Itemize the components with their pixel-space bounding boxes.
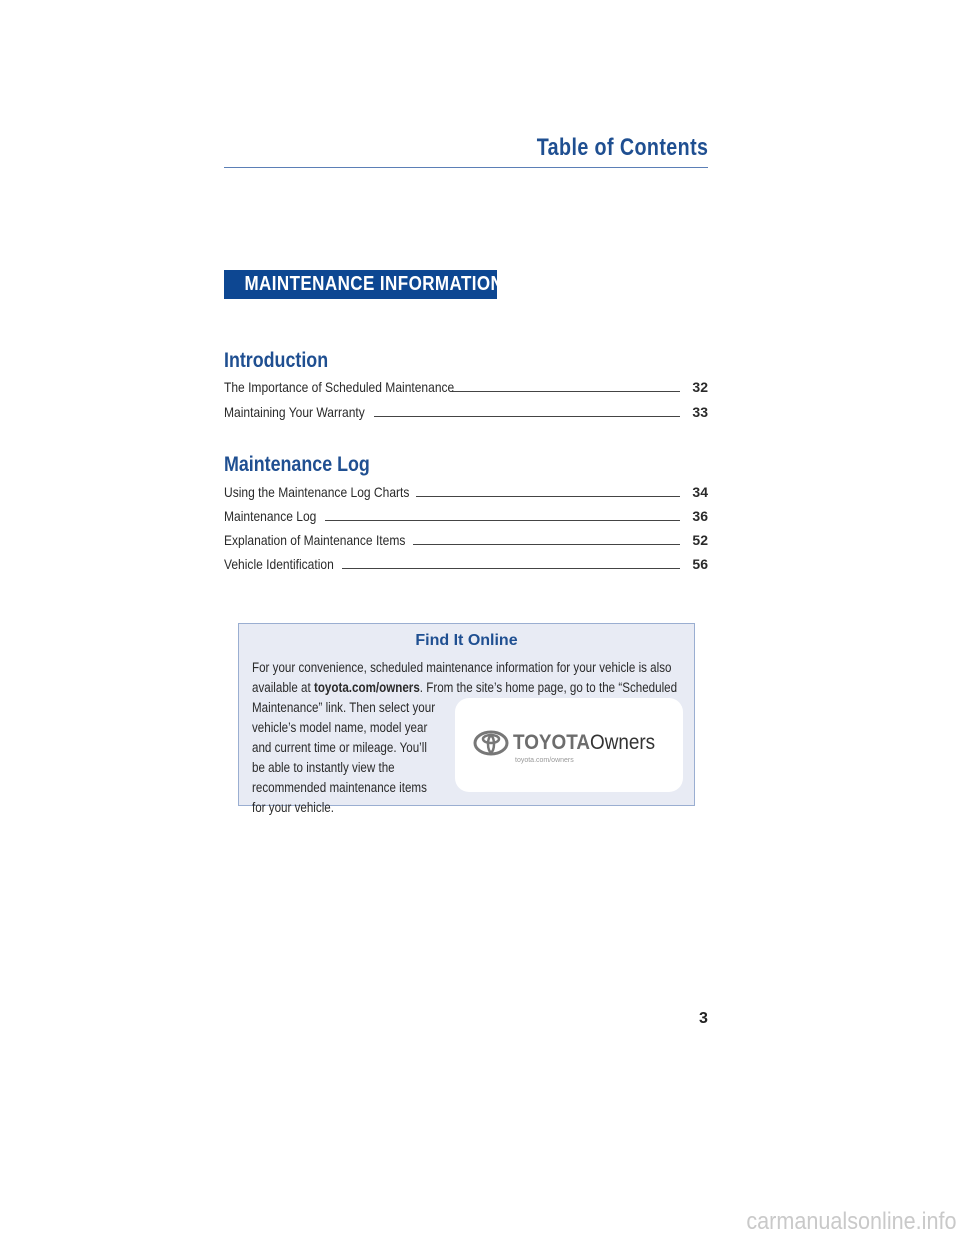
toc-page-number: 34 <box>692 484 708 500</box>
toc-entry-label: Vehicle Identification <box>224 556 334 572</box>
toc-entry-label: Explanation of Maintenance Items <box>224 532 406 548</box>
toc-row[interactable] <box>224 556 708 572</box>
section-banner-label: MAINTENANCE INFORMATION <box>244 273 504 295</box>
find-online-line1: For your convenience, scheduled maintenance information for your vehicle is also <box>252 660 672 675</box>
toc-leader <box>342 568 680 569</box>
toc-row[interactable] <box>224 532 708 548</box>
toyota-owners-wordmark <box>513 731 655 755</box>
toc-entry-label: Maintaining Your Warranty <box>224 404 365 420</box>
toc-leader <box>452 391 680 392</box>
toc-leader <box>416 496 680 497</box>
page-number: 3 <box>699 1010 708 1027</box>
find-online-line2 <box>252 678 682 698</box>
toc-leader <box>413 544 680 545</box>
find-online-line2-suffix: . From the site’s home page, go to the “Scheduled <box>419 680 678 695</box>
toc-leader <box>325 520 680 521</box>
toc-page-number: 32 <box>692 379 708 395</box>
page-header-title: Table of Contents <box>536 134 708 161</box>
header-rule <box>224 167 708 168</box>
find-online-body: Maintenance” link. Then select your vehicle’s model name, model year and current time or mileage. You’ll be able to instantly view the recommended maintenance items for your vehicle. <box>252 700 436 815</box>
toyota-owners-logo-panel <box>455 698 683 792</box>
subhead-maintenance-log: Maintenance Log <box>224 453 370 476</box>
toc-entry-label: Using the Maintenance Log Charts <box>224 484 410 500</box>
find-online-line2-prefix: available at <box>252 680 314 695</box>
toc-row[interactable] <box>224 379 708 395</box>
logo-brand: TOYOTA <box>513 731 591 754</box>
toc-page-number: 33 <box>692 404 708 420</box>
toc-page-number: 52 <box>692 532 708 548</box>
logo-owners: Owners <box>590 731 656 754</box>
section-banner <box>224 270 504 299</box>
toc-row[interactable] <box>224 404 708 420</box>
toyota-owners-link[interactable]: toyota.com/owners <box>313 680 420 695</box>
toc-row[interactable] <box>224 484 708 500</box>
find-online-title: Find It Online <box>415 632 518 649</box>
toc-page-number: 56 <box>692 556 708 572</box>
toyota-emblem-icon <box>473 730 509 756</box>
toc-entry-label: The Importance of Scheduled Maintenance <box>224 379 455 395</box>
toc-page-number: 36 <box>692 508 708 524</box>
find-online-box <box>238 623 695 815</box>
watermark: carmanualsonline.info <box>745 1208 956 1235</box>
subhead-introduction: Introduction <box>224 349 329 372</box>
toc-leader <box>374 416 680 417</box>
toc-row[interactable] <box>224 508 708 524</box>
find-online-intro <box>252 658 682 698</box>
toc-entry-label: Maintenance Log <box>224 508 317 524</box>
logo-url: toyota.com/owners <box>515 757 574 764</box>
